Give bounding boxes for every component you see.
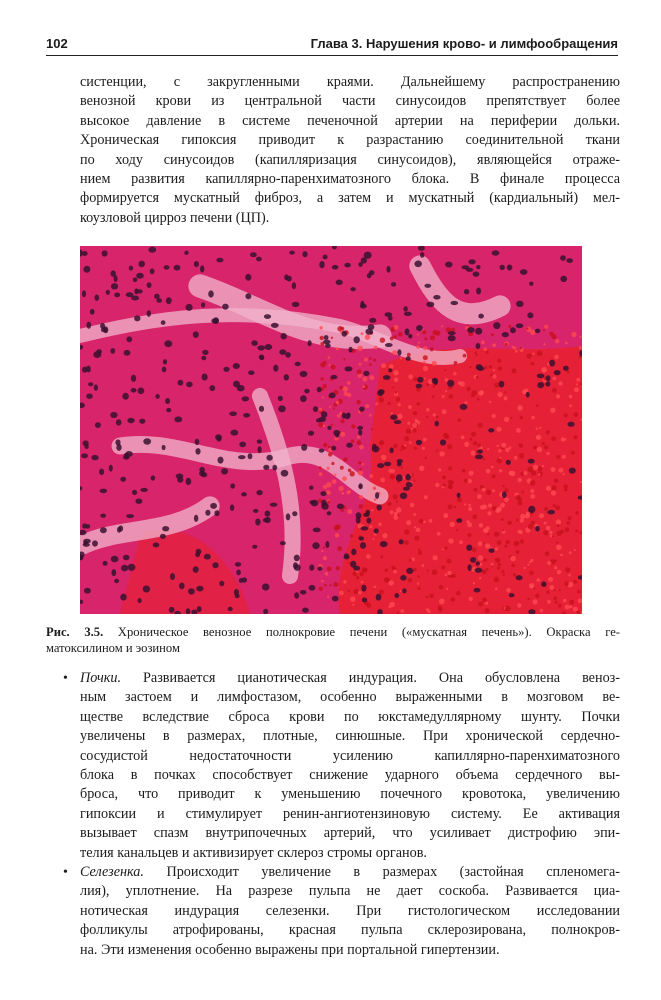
text-line: телия канальцев и активизирует склероз стромы органов. — [80, 844, 427, 861]
text-line: броса, что приводит к уменьшению почечного кровотока, увеличению — [80, 786, 620, 803]
text-line: увеличены в размерах, плотные, синюшные. При хронической сердечно- — [80, 728, 620, 745]
list-item-term: Почки. — [80, 670, 122, 686]
figure-label: Рис. 3.5. — [46, 625, 104, 639]
text-line: ным застоем и лимфостазом, особенно выраженными в мозговом ве- — [80, 689, 620, 706]
text-line: венозной крови из центральной части синусоидов препятствует более — [80, 93, 620, 110]
chapter-title: Глава 3. Нарушения крово- и лимфообращения — [310, 36, 618, 51]
caption-text: матоксилином и эозином — [46, 641, 180, 655]
intro-paragraph — [80, 73, 620, 228]
liver-histology-photomicrograph — [80, 246, 582, 614]
text-line: коузловой цирроз печени (ЦП). — [80, 209, 270, 226]
text-line: нием развития капиллярно-паренхиматозного блока. В финале процесса — [80, 171, 620, 188]
page-number: 102 — [46, 36, 68, 51]
figure-caption — [46, 624, 620, 656]
text-line: лия), уплотнение. На разрезе пульпа не дает соскоба. Развивается циа- — [80, 883, 620, 900]
list-item-spleen — [63, 863, 620, 960]
text-line: сосудистой недостаточности усилению капиллярно-паренхиматозного — [80, 747, 620, 764]
text-line: нотическая индурация селезенки. При гистологическом исследовании — [80, 902, 620, 919]
text-line: фолликулы атрофированы, красная пульпа склерозирована, полнокров- — [80, 922, 620, 939]
text-line: ществе вследствие сброса крови по юкстамедуллярному шунту. Почки — [80, 708, 620, 725]
bullet-icon: • — [63, 865, 68, 880]
list-item-kidneys — [63, 669, 620, 863]
text-line: по ходу синусоидов (капилляризация синусоидов), являющейся отраже- — [80, 151, 620, 168]
text-line: вызывает спазм внутрипочечных артерий, что усиливает дистрофию эпи- — [80, 825, 620, 842]
caption-text: Хроническое венозное полнокровие печени («мускатная печень»). Окраска ге- — [117, 625, 620, 639]
text-line: на. Эти изменения особенно выражены при портальной гипертензии. — [80, 941, 500, 958]
text-line: Происходит увеличение в размерах (застойная спленомега- — [166, 864, 620, 880]
micrograph-image — [80, 246, 582, 614]
page-header — [46, 35, 618, 56]
text-line: блока в почках способствует снижение ударного объема сердечного вы- — [80, 767, 620, 784]
text-line: высокое давление в системе печеночной артерии на периферии дольки. — [80, 112, 620, 129]
text-line: Развивается цианотическая индурация. Она обусловлена веноз- — [143, 670, 620, 686]
bullet-icon: • — [63, 671, 68, 686]
list-item-term: Селезенка. — [80, 864, 144, 880]
text-line: гипоксии и стимулирует ренин-ангиотензиновую систему. Ее активация — [80, 805, 620, 822]
text-line: систенции, с закругленными краями. Дальнейшему распространению — [80, 74, 620, 90]
text-line: Хроническая гипоксия приводит к разрастанию соединительной ткани — [80, 132, 620, 149]
text-line: формируется мускатный фиброз, а затем и мускатный (кардиальный) мел- — [80, 190, 620, 207]
